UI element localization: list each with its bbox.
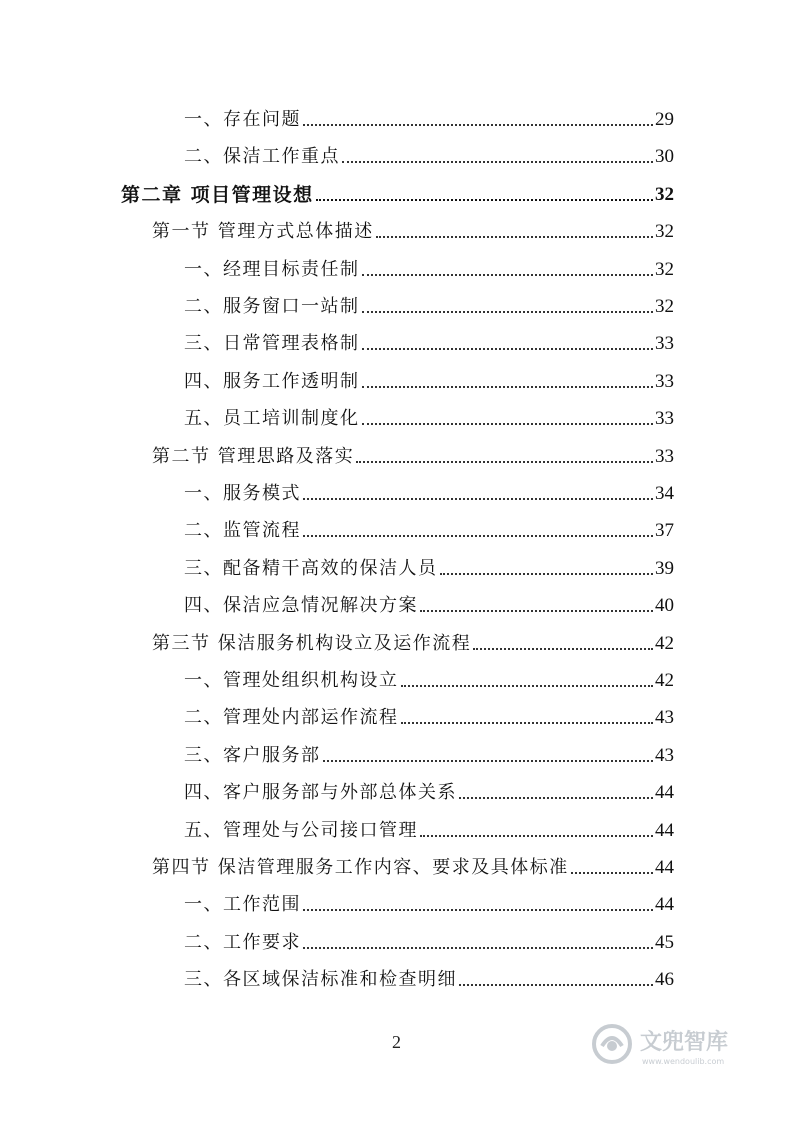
toc-entry-title: 一、服务模式	[184, 483, 301, 504]
toc-entry-title: 第二节 管理思路及落实	[152, 445, 355, 467]
toc-entry-title: 二、工作要求	[184, 931, 301, 953]
toc-entry-item[interactable]	[184, 662, 674, 692]
toc-dot-leader	[459, 797, 653, 799]
toc-entry-page: 43	[655, 707, 674, 729]
toc-entry-title: 二、服务窗口一站制	[184, 296, 360, 317]
toc-entry-page: 44	[655, 782, 674, 804]
toc-entry-section[interactable]	[152, 438, 674, 468]
toc-entry-page: 33	[655, 333, 674, 355]
toc-entry-title: 二、监管流程	[184, 520, 301, 542]
toc-entry-title: 一、管理处组织机构设立	[184, 670, 399, 691]
toc-dot-leader	[362, 348, 654, 350]
toc-dot-leader	[420, 610, 653, 612]
toc-entry-item[interactable]	[184, 774, 674, 804]
toc-entry-title: 五、管理处与公司接口管理	[184, 819, 418, 841]
toc-entry-item[interactable]	[184, 550, 674, 580]
toc-entry-page: 29	[655, 109, 674, 130]
toc-dot-leader	[473, 648, 653, 650]
toc-entry-page: 44	[655, 819, 674, 841]
toc-entry-title: 四、客户服务部与外部总体关系	[184, 782, 457, 804]
toc-dot-leader	[362, 386, 654, 388]
toc-dot-leader	[459, 984, 653, 986]
toc-entry-title: 一、经理目标责任制	[184, 258, 360, 280]
toc-entry-item[interactable]	[184, 325, 674, 355]
toc-entry-title: 三、配备精干高效的保洁人员	[184, 557, 438, 579]
toc-entry-title: 二、保洁工作重点	[184, 146, 340, 168]
toc-entry-title: 三、日常管理表格制	[184, 333, 360, 355]
toc-entry-item[interactable]	[184, 475, 674, 505]
toc-entry-item[interactable]	[184, 138, 674, 168]
toc-dot-leader	[420, 835, 653, 837]
toc-entry-section[interactable]	[152, 849, 674, 879]
toc-dot-leader	[303, 498, 653, 500]
toc-entry-item[interactable]	[184, 288, 674, 318]
toc-entry-page: 33	[655, 408, 674, 430]
toc-entry-title: 三、客户服务部	[184, 744, 321, 766]
toc-entry-title: 四、服务工作透明制	[184, 370, 360, 392]
toc-entry-page: 30	[655, 146, 674, 168]
toc-entry-page: 33	[655, 445, 674, 467]
toc-entry-page: 32	[655, 183, 674, 205]
toc-dot-leader	[323, 760, 654, 762]
toc-dot-leader	[303, 947, 653, 949]
toc-entry-page: 42	[655, 632, 674, 654]
toc-entry-item[interactable]	[184, 737, 674, 767]
toc-dot-leader	[362, 274, 654, 276]
watermark-url: www.wendoulib.com	[642, 1057, 725, 1066]
toc-entry-title: 第一节 管理方式总体描述	[152, 221, 374, 243]
toc-entry-item[interactable]	[184, 699, 674, 729]
toc-entry-title: 第二章 项目管理设想	[121, 183, 314, 206]
watermark-brand: 文兜智库	[640, 1030, 729, 1055]
toc-dot-leader	[571, 872, 653, 874]
toc-entry-page: 44	[655, 857, 674, 878]
toc-entry-page: 40	[655, 595, 674, 617]
toc-entry-item[interactable]	[184, 251, 674, 281]
toc-dot-leader	[401, 722, 654, 724]
toc-dot-leader	[356, 461, 653, 463]
toc-entry-title: 第四节 保洁管理服务工作内容、要求及具体标准	[152, 857, 569, 878]
toc-entry-item[interactable]	[184, 961, 674, 991]
toc-entry-title: 一、存在问题	[184, 109, 301, 130]
toc-entry-page: 46	[655, 969, 674, 991]
toc-entry-page: 32	[655, 258, 674, 280]
toc-dot-leader	[342, 161, 653, 163]
toc-dot-leader	[376, 236, 653, 238]
toc-dot-leader	[303, 909, 653, 911]
toc-entry-page: 37	[655, 520, 674, 542]
toc-entry-title: 第三节 保洁服务机构设立及运作流程	[152, 632, 472, 654]
toc-entry-item[interactable]	[184, 886, 674, 916]
toc-entry-page: 45	[655, 931, 674, 953]
toc-entry-title: 五、员工培训制度化	[184, 408, 360, 430]
toc-entry-chapter[interactable]	[121, 176, 674, 206]
watermark-icon	[594, 1026, 630, 1062]
toc-entry-item[interactable]	[184, 812, 674, 842]
toc-entry-item[interactable]	[184, 512, 674, 542]
toc-entry-title: 四、保洁应急情况解决方案	[184, 595, 418, 617]
page-number: 2	[392, 1032, 401, 1052]
toc-entry-page: 43	[655, 744, 674, 766]
toc-entry-page: 39	[655, 557, 674, 579]
toc-entry-item[interactable]	[184, 924, 674, 954]
toc-entry-item[interactable]	[184, 587, 674, 617]
toc-entry-item[interactable]	[184, 101, 674, 131]
toc-entry-item[interactable]	[184, 400, 674, 430]
toc-entry-section[interactable]	[152, 213, 674, 243]
toc-entry-page: 34	[655, 483, 674, 504]
toc-entry-title: 三、各区域保洁标准和检查明细	[184, 969, 457, 991]
toc-entry-section[interactable]	[152, 625, 674, 655]
toc-dot-leader	[401, 685, 654, 687]
toc-dot-leader	[303, 124, 653, 126]
toc-entry-item[interactable]	[184, 363, 674, 393]
toc-entry-title: 二、管理处内部运作流程	[184, 707, 399, 729]
toc-entry-page: 32	[655, 221, 674, 243]
toc-entry-page: 44	[655, 894, 674, 916]
toc-entry-title: 一、工作范围	[184, 894, 301, 916]
toc-dot-leader	[440, 573, 654, 575]
toc-entry-page: 32	[655, 296, 674, 317]
toc-dot-leader	[362, 423, 654, 425]
toc-entry-page: 33	[655, 370, 674, 392]
watermark-logo	[588, 1016, 768, 1072]
toc-entry-page: 42	[655, 670, 674, 691]
toc-dot-leader	[303, 535, 653, 537]
toc-dot-leader	[316, 199, 653, 201]
toc-dot-leader	[362, 311, 654, 313]
